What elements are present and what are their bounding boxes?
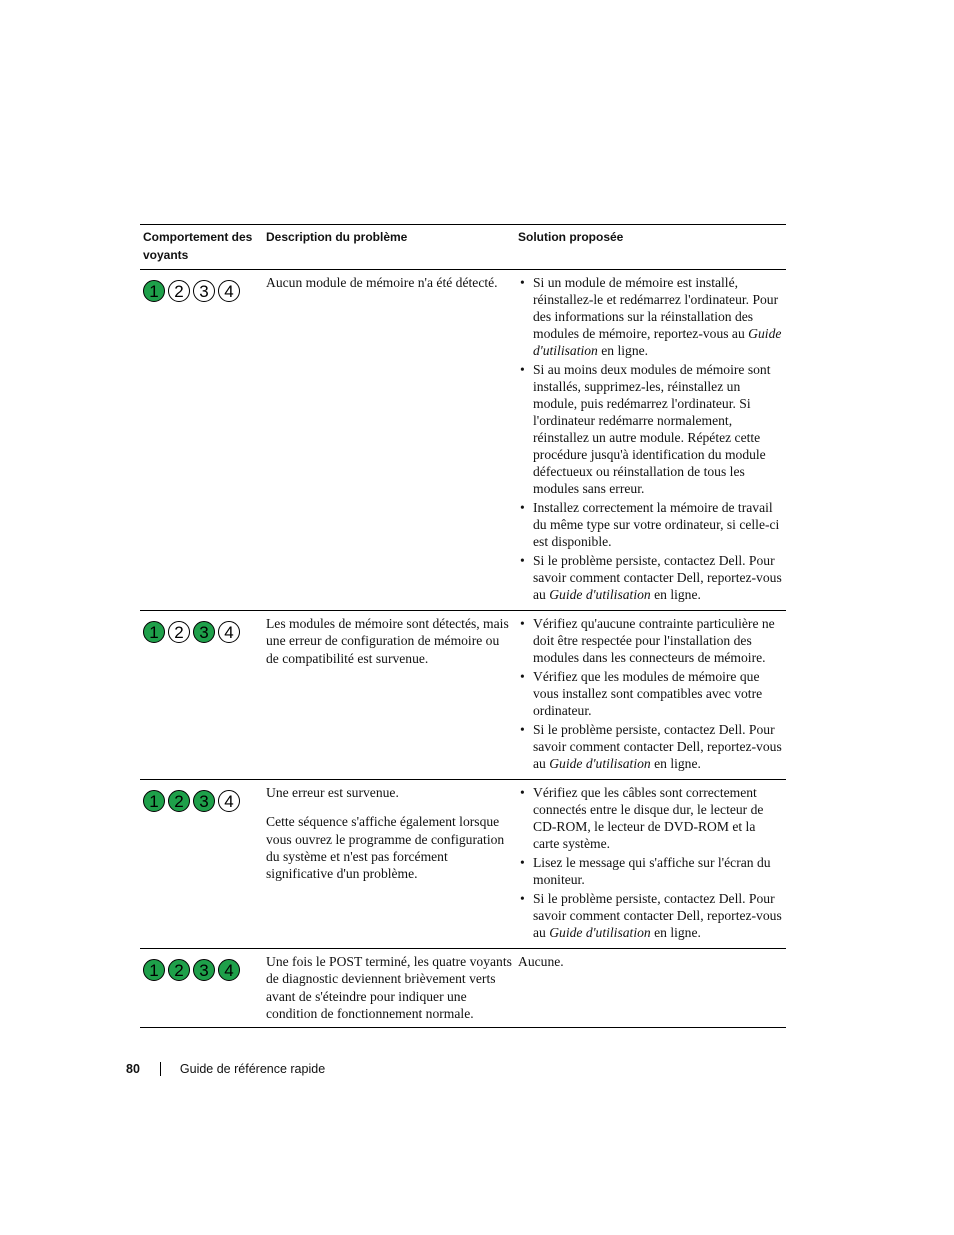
solution-text: Installez correctement la mémoire de travail du même type sur votre ordinateur, si celle-ci est disponible. — [533, 500, 780, 549]
problem-description-cell — [263, 949, 515, 1028]
solution-item — [533, 499, 783, 550]
solution-item — [533, 361, 783, 497]
solution-text: Vérifiez que les modules de mémoire que vous installez sont compatibles avec votre ordinateur. — [533, 669, 763, 718]
diagnostic-light-4-icon: 4 — [218, 959, 240, 981]
diagnostic-lights-pattern — [143, 274, 260, 302]
proposed-solution-cell — [515, 780, 786, 949]
diagnostic-light-2-icon: 2 — [168, 790, 190, 812]
solution-item — [533, 890, 783, 941]
diagnostic-light-3-icon: 3 — [193, 790, 215, 812]
problem-description: Cette séquence s'affiche également lorsque vous ouvrez le programme de configuration du système et n'est pas forcément significative d'un problème. — [266, 814, 505, 882]
footer-separator — [160, 1062, 161, 1076]
diagnostic-lights-cell — [140, 611, 263, 780]
solution-text-end: en ligne. — [597, 343, 649, 358]
table-header — [140, 225, 786, 270]
diagnostic-light-4-icon: 4 — [218, 621, 240, 643]
table-row — [140, 780, 786, 949]
problem-description: Les modules de mémoire sont détectés, mais une erreur de configuration de mémoire ou de compatibilité est survenue. — [266, 616, 509, 666]
page-number: 80 — [126, 1062, 140, 1076]
diagnostic-light-3-icon: 3 — [193, 959, 215, 981]
solution-item — [533, 721, 783, 772]
solution-text-end: en ligne. — [650, 587, 701, 602]
diagnostic-lights-cell — [140, 270, 263, 611]
solution-text: Si le problème persiste, contactez Dell. Pour savoir comment contacter Dell, reportez-vous au — [533, 553, 782, 602]
diagnostic-light-2-icon: 2 — [168, 621, 190, 643]
solution-item — [533, 784, 783, 852]
solution-text: Vérifiez qu'aucune contrainte particulière ne doit être respectée pour l'installation des modules dans les connecteurs de mémoire. — [533, 616, 775, 665]
diagnostic-lights-pattern — [143, 615, 260, 643]
page-footer — [126, 1062, 325, 1076]
guide-reference: Guide d'utilisation — [549, 925, 651, 940]
solution-text: Si au moins deux modules de mémoire sont installés, supprimez-les, réinstallez un module, puis redémarrez l'ordinateur. Si l'ordinateur redémarre normalement, réinstallez un autre module. Répétez cette procédure jusqu'à identification du module défectueux ou réinstallation de tous les modules sans erreur. — [533, 362, 771, 496]
diagnostic-light-3-icon: 3 — [193, 280, 215, 302]
problem-description-cell — [263, 611, 515, 780]
diagnostic-lights-cell — [140, 780, 263, 949]
table-row — [140, 611, 786, 780]
table-row — [140, 949, 786, 1028]
solution-text: Si le problème persiste, contactez Dell. Pour savoir comment contacter Dell, reportez-vous au — [533, 891, 782, 940]
solution-list — [518, 615, 783, 772]
solution-list — [518, 274, 783, 603]
diagnostic-light-3-icon: 3 — [193, 621, 215, 643]
solution-item — [533, 615, 783, 666]
header-solution: Solution proposée — [515, 225, 786, 270]
diagnostic-lights-pattern — [143, 953, 260, 981]
diagnostic-lights-pattern — [143, 784, 260, 812]
guide-reference: Guide d'utilisation — [549, 756, 651, 771]
guide-reference: Guide d'utilisation — [549, 587, 651, 602]
problem-description-cell — [263, 780, 515, 949]
problem-description-cell — [263, 270, 515, 611]
solution-text-end: en ligne. — [650, 925, 701, 940]
solution-item — [533, 668, 783, 719]
proposed-solution-cell — [515, 270, 786, 611]
diagnostic-light-2-icon: 2 — [168, 959, 190, 981]
problem-description: Une fois le POST terminé, les quatre voyants de diagnostic deviennent brièvement verts avant de s'éteindre pour indiquer une condition de fonctionnement normale. — [266, 954, 512, 1021]
diagnostic-light-4-icon: 4 — [218, 280, 240, 302]
solution-text: Lisez le message qui s'affiche sur l'écran du moniteur. — [533, 855, 771, 887]
proposed-solution-cell — [515, 611, 786, 780]
diagnostic-lights-cell — [140, 949, 263, 1028]
solution-text: Si le problème persiste, contactez Dell. Pour savoir comment contacter Dell, reportez-vous au — [533, 722, 782, 771]
problem-description: Une erreur est survenue. — [266, 785, 399, 800]
solution-list — [518, 784, 783, 941]
proposed-solution-cell — [515, 949, 786, 1028]
diagnostic-light-1-icon: 1 — [143, 280, 165, 302]
solution-item — [533, 552, 783, 603]
footer-title: Guide de référence rapide — [179, 1062, 326, 1076]
diagnostic-light-4-icon: 4 — [218, 790, 240, 812]
diagnostic-light-1-icon: 1 — [143, 621, 165, 643]
table-body — [140, 270, 786, 1028]
solution-item — [533, 854, 783, 888]
solution-text: Si un module de mémoire est installé, réinstallez-le et redémarrez l'ordinateur. Pour des informations sur la réinstallation des modules de mémoire, reportez-vous au — [533, 275, 779, 341]
solution-item — [533, 274, 783, 359]
header-description: Description du problème — [263, 225, 515, 270]
table-row — [140, 270, 786, 611]
problem-description: Aucun module de mémoire n'a été détecté. — [266, 275, 498, 290]
solution-text-end: en ligne. — [650, 756, 701, 771]
diagnostic-lights-table — [140, 224, 786, 1028]
table-header-row — [140, 225, 786, 270]
header-behavior: Comportement des voyants — [140, 225, 263, 270]
diagnostic-light-2-icon: 2 — [168, 280, 190, 302]
guide-reference: Guide d'utilisation — [533, 326, 782, 358]
diagnostic-light-1-icon: 1 — [143, 959, 165, 981]
solution-text: Vérifiez que les câbles sont correctement connectés entre le disque dur, le lecteur de CD-ROM, le lecteur de DVD-ROM et la carte système. — [533, 785, 764, 851]
diagnostic-light-1-icon: 1 — [143, 790, 165, 812]
solution-text: Aucune. — [518, 954, 564, 969]
